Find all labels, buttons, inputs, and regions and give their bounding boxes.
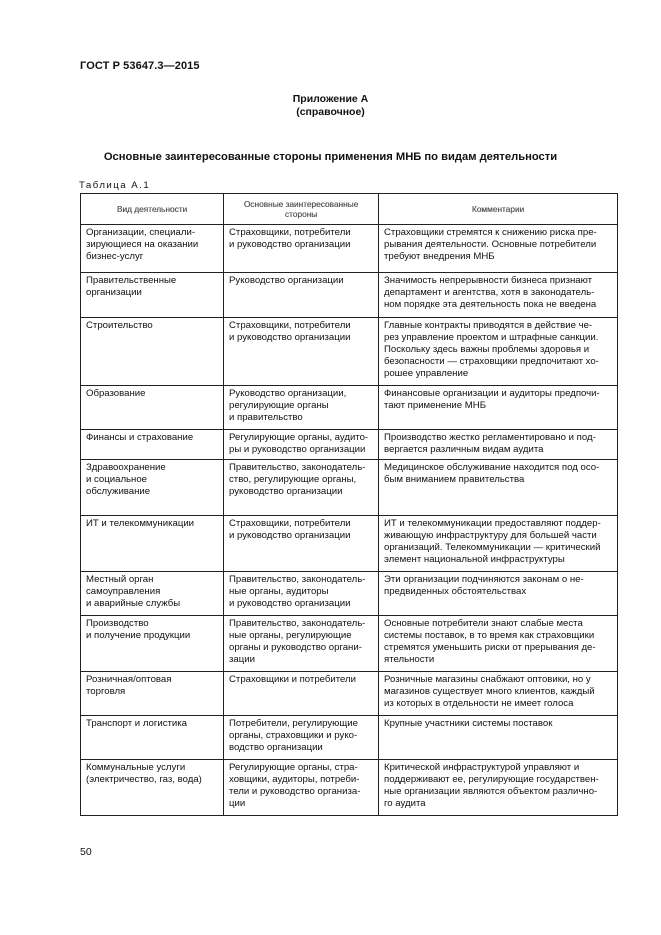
stakeholders-cell: Правительство, законодатель- ство, регулирующие органы, руководство организации [224,460,379,516]
comment-cell: Производство жестко регламентировано и под- вергается различным видам аудита [379,430,618,460]
activity-cell: Транспорт и логистика [81,716,224,760]
comment-cell: Крупные участники системы поставок [379,716,618,760]
comment-cell: Основные потребители знают слабые места системы поставок, в то время как страховщики стремятся уменьшить риски от прерывания де- ятельности [379,616,618,672]
stakeholders-cell: Страховщики, потребители и руководство организации [224,516,379,572]
header-activity: Вид деятельности [81,194,224,225]
section-heading: Основные заинтересованные стороны применения МНБ по видам деятельности [103,151,558,163]
table-header-row [81,194,618,225]
comment-cell: Страховщики стремятся к снижению риска пре- рывания деятельности. Основные потребители требуют внедрения МНБ [379,225,618,273]
page-number: 50 [80,846,92,858]
activity-cell: Производство и получение продукции [81,616,224,672]
activity-cell: Образование [81,386,224,430]
activity-cell: Розничная/оптовая торговля [81,672,224,716]
stakeholders-cell: Страховщики, потребители и руководство организации [224,225,379,273]
activity-cell: Строительство [81,318,224,386]
table-row [81,273,618,318]
stakeholders-cell: Страховщики, потребители и руководство организации [224,318,379,386]
table-row [81,572,618,616]
table-row [81,672,618,716]
table-label: Таблица А.1 [79,180,151,191]
appendix-type: (справочное) [296,106,365,118]
activity-cell: Финансы и страхование [81,430,224,460]
table-row [81,225,618,273]
stakeholders-table [80,193,618,816]
stakeholders-cell: Правительство, законодатель- ные органы, регулирующие органы и руководство органи- зации [224,616,379,672]
stakeholders-cell: Регулирующие органы, стра- ховщики, аудиторы, потреби- тели и руководство организа- ции [224,760,379,816]
stakeholders-cell: Руководство организации, регулирующие органы и правительство [224,386,379,430]
comment-cell: Эти организации подчиняются законам о не- предвиденных обстоятельствах [379,572,618,616]
appendix-block [0,93,661,119]
comment-cell: Главные контракты приводятся в действие че- рез управление проектом и штрафные санкции. Поскольку здесь важны проблемы здоровья и безопасности — страховщики предпочитают хо- рошее управление [379,318,618,386]
comment-cell: Финансовые организации и аудиторы предпочи- тают применение МНБ [379,386,618,430]
stakeholders-cell: Руководство организации [224,273,379,318]
activity-cell: Здравоохранение и социальное обслуживание [81,460,224,516]
table-row [81,318,618,386]
header-stakeholders: Основные заинтересованные стороны [224,194,379,225]
activity-cell: Правительственные организации [81,273,224,318]
activity-cell: Коммунальные услуги (электричество, газ, вода) [81,760,224,816]
stakeholders-cell: Правительство, законодатель- ные органы, аудиторы и руководство организации [224,572,379,616]
activity-cell: ИТ и телекоммуникации [81,516,224,572]
activity-cell: Местный орган самоуправления и аварийные службы [81,572,224,616]
comment-cell: ИТ и телекоммуникации предоставляют поддер- живающую инфраструктуру для большей части организаций. Телекоммуникации — критический элемент национальной инфраструктуры [379,516,618,572]
comment-cell: Розничные магазины снабжают оптовики, но у магазинов существует много клиентов, каждый из которых в отдельности не имеет голоса [379,672,618,716]
table-row [81,616,618,672]
comment-cell: Медицинское обслуживание находится под осо- бым вниманием правительства [379,460,618,516]
stakeholders-cell: Страховщики и потребители [224,672,379,716]
standard-code: ГОСТ Р 53647.3—2015 [80,60,200,72]
comment-cell: Значимость непрерывности бизнеса признают департамент и агентства, хотя в законодатель- ном порядке эта деятельность пока не введена [379,273,618,318]
header-comments: Комментарии [379,194,618,225]
table-row [81,516,618,572]
table-row [81,716,618,760]
appendix-title: Приложение А [292,93,369,105]
table-row [81,386,618,430]
activity-cell: Организации, специали- зирующиеся на оказании бизнес-услуг [81,225,224,273]
comment-cell: Критической инфраструктурой управляют и поддерживают ее, регулирующие государствен- ные организации являются объектом различно- го аудита [379,760,618,816]
table-row [81,430,618,460]
stakeholders-cell: Регулирующие органы, аудито- ры и руководство организации [224,430,379,460]
table-row [81,760,618,816]
stakeholders-cell: Потребители, регулирующие органы, страховщики и руко- водство организации [224,716,379,760]
table-row [81,460,618,516]
